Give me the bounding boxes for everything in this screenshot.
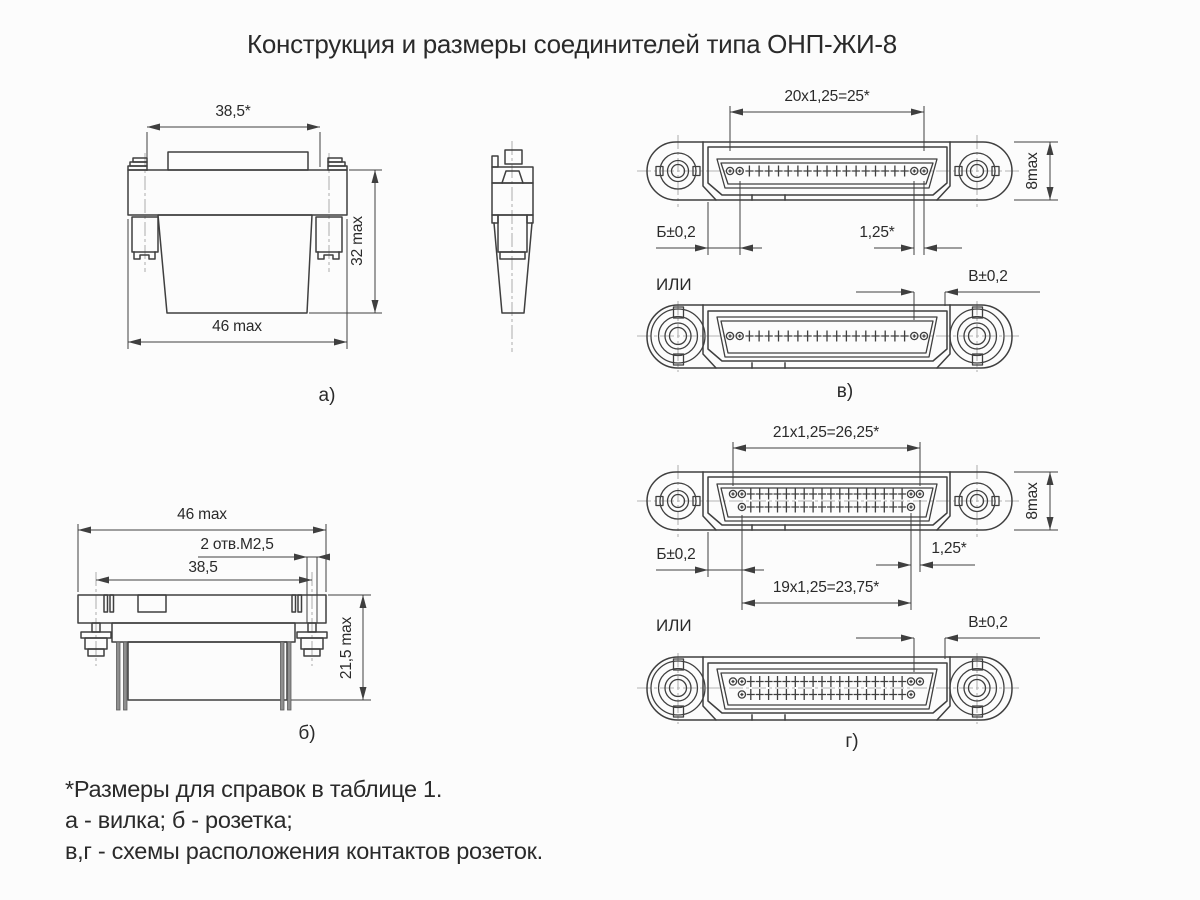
or-label-g: ИЛИ bbox=[656, 616, 692, 635]
dim-label-pitch-total-g: 21х1,25=26,25* bbox=[772, 424, 880, 441]
view-v-contact-scheme bbox=[637, 88, 1058, 255]
dim-label-pitch-v: 1,25* bbox=[859, 224, 895, 241]
view-g-centerlines bbox=[637, 465, 1021, 537]
contact-row bbox=[738, 502, 914, 513]
view-a-side-profile bbox=[492, 141, 533, 352]
dim-label-pitch-total-v: 20х1,25=25* bbox=[784, 88, 870, 105]
view-v-dimensions bbox=[656, 106, 1058, 255]
dim-label-46max: 46 max bbox=[212, 318, 262, 335]
dim-label-v-tol-v: В±0,2 bbox=[968, 268, 1008, 285]
dim-label-38-5-b: 38,5 bbox=[188, 559, 218, 576]
contact-row bbox=[738, 689, 914, 700]
dim-label-pitch-bottom-g: 19х1,25=23,75* bbox=[772, 579, 880, 596]
dim-label-38-5: 38,5* bbox=[215, 103, 251, 120]
dim-label-holes-b: 2 отв.М2,5 bbox=[200, 536, 274, 553]
view-g-alt-dimensions bbox=[856, 638, 1040, 672]
dim-label-v-tol-g: В±0,2 bbox=[968, 614, 1008, 631]
drawing-title: Конструкция и размеры соединителей типа ОНП-ЖИ-8 bbox=[247, 29, 897, 59]
view-a-plug-front bbox=[128, 103, 382, 406]
view-g-contact-scheme bbox=[637, 424, 1058, 610]
view-b-label: б) bbox=[298, 723, 316, 744]
contact-row bbox=[726, 331, 927, 342]
view-g-alt-contact-scheme bbox=[637, 614, 1040, 752]
view-v-alt-dimensions bbox=[856, 292, 1040, 320]
view-a-body-outline bbox=[128, 152, 347, 313]
dim-label-pitch-g: 1,25* bbox=[931, 540, 967, 557]
footnote-reference: *Размеры для справок в таблице 1. bbox=[65, 776, 443, 802]
footnotes bbox=[65, 776, 543, 864]
dim-label-8max-v: 8max bbox=[1024, 152, 1041, 190]
dim-label-b-v: Б±0,2 bbox=[656, 224, 696, 241]
dim-label-b-g: Б±0,2 bbox=[656, 546, 696, 563]
or-label-v: ИЛИ bbox=[656, 275, 692, 294]
contact-row bbox=[726, 166, 927, 177]
footnote-views-vg: в,г - схемы расположения контактов розеток. bbox=[65, 838, 543, 864]
footnote-views-ab: а - вилка; б - розетка; bbox=[65, 807, 293, 833]
view-a-centerlines bbox=[145, 153, 329, 272]
dim-label-21-5max-b: 21,5 max bbox=[338, 616, 355, 680]
view-v-alt-contact-scheme bbox=[637, 268, 1040, 402]
contact-row bbox=[729, 489, 923, 500]
view-g-label: г) bbox=[845, 731, 859, 752]
view-a-label: а) bbox=[318, 385, 336, 406]
dim-label-32max: 32 max bbox=[349, 216, 366, 266]
view-v-label: в) bbox=[836, 381, 854, 402]
contact-row bbox=[729, 676, 923, 687]
view-a-dimensions bbox=[128, 127, 382, 349]
dim-label-8max-g: 8max bbox=[1024, 482, 1041, 520]
view-g-alt-cavity bbox=[717, 669, 937, 709]
view-b-socket-section bbox=[78, 506, 371, 744]
dim-label-46max-b: 46 max bbox=[177, 506, 227, 523]
view-g-cavity bbox=[717, 484, 937, 521]
